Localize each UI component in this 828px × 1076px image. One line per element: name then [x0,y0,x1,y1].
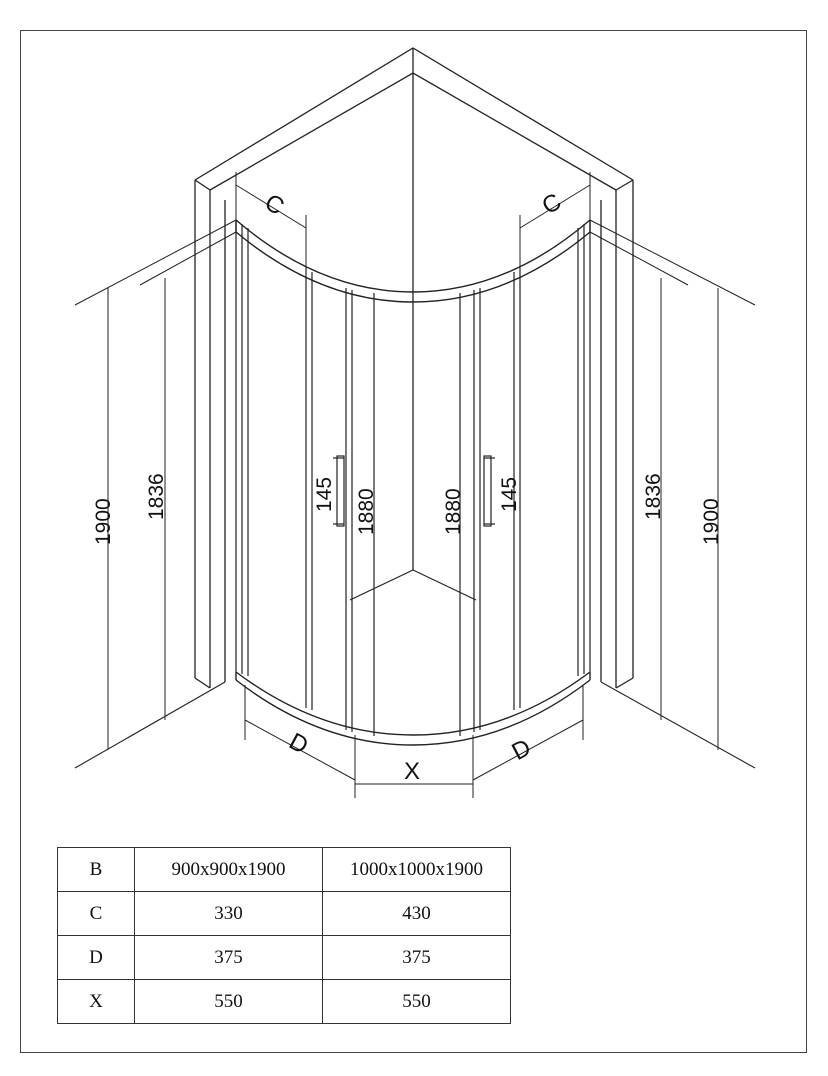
table-cell: X [58,980,135,1024]
door-height-label-right: 1880 [442,488,465,535]
panel-height-label-left: 1836 [145,473,168,520]
table-cell: 900x900x1900 [135,848,323,892]
c-label-left: C [259,188,289,221]
door-height-label-left: 1880 [355,488,378,535]
wall-outline [195,48,633,688]
c-label-right: C [537,188,567,221]
d-label-right: D [507,733,536,766]
table-cell: 1000x1000x1900 [323,848,511,892]
table-cell: 375 [135,936,323,980]
handle-length-label-left: 145 [313,476,336,512]
table-cell: 375 [323,936,511,980]
table-row [58,980,511,1024]
table-cell: 550 [323,980,511,1024]
table-cell: 430 [323,892,511,936]
total-height-label-left: 1900 [92,498,115,545]
shower-tray [236,672,590,745]
table-row [58,936,511,980]
table-cell: B [58,848,135,892]
dimension-table [57,847,511,1024]
total-height-label-right: 1900 [700,498,723,545]
handle-length-label-right: 145 [498,476,521,512]
table-cell: 330 [135,892,323,936]
table-cell: 550 [135,980,323,1024]
table-cell: C [58,892,135,936]
table-row [58,892,511,936]
floor-lines [75,570,755,768]
d-label-left: D [284,727,313,760]
table-row [58,848,511,892]
panel-height-label-right: 1836 [642,473,665,520]
table-cell: D [58,936,135,980]
x-label: X [404,758,421,785]
